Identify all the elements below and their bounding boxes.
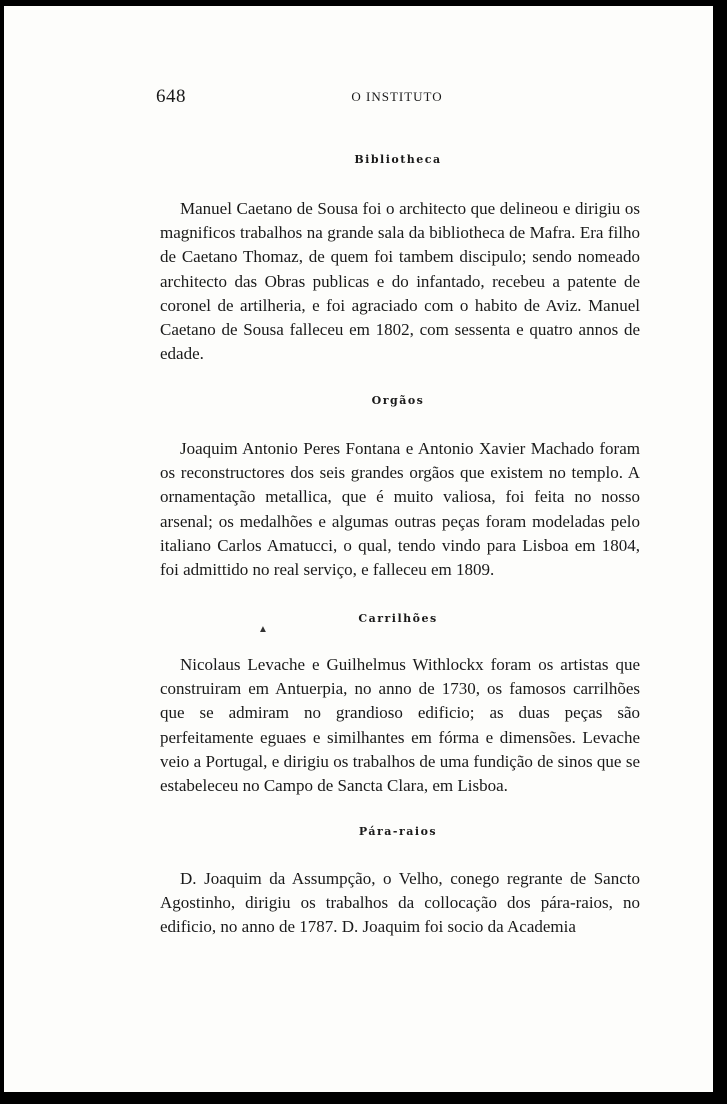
section-heading-para-raios: Pára-raios <box>358 825 438 838</box>
section-heading-orgaos: Orgãos <box>371 394 425 407</box>
stray-ink-mark: ▲ <box>258 624 268 635</box>
scan-border-right <box>713 0 727 1104</box>
running-title: O INSTITUTO <box>351 89 443 104</box>
scan-border-bottom <box>0 1092 727 1104</box>
page-number: 648 <box>156 86 186 107</box>
paragraph-para-raios: D. Joaquim da Assumpção, o Velho, conego regrante de Sancto Agostinho, dirigiu os trabalhos da collocação dos pára-raios, no edificio, no anno de 1787. D. Joaquim foi socio da Academia <box>160 869 640 937</box>
paragraph-orgaos: Joaquim Antonio Peres Fontana e Antonio Xavier Machado foram os reconstructores dos seis grandes orgãos que existem no templo. A ornamentação metallica, que é muito valiosa, foi feita no nosso arsenal; os medalhões e algumas outras peças foram modeladas pelo italiano Carlos Amatucci, o qual, tendo vindo para Lisboa em 1804, foi admittido no real serviço, e falleceu em 1809. <box>160 439 640 580</box>
section-heading-bibliotheca: Bibliotheca <box>354 153 442 166</box>
section-heading-carrilhoes: Carrilhões <box>358 612 438 625</box>
paragraph-carrilhoes: Nicolaus Levache e Guilhelmus Withlockx foram os artistas que construiram em Antuerpia, no anno de 1730, os famosos carrilhões que se admiram no grandioso edificio; as duas peças são perfeitamente eguaes e similhantes em fórma e dimensões. Levache veio a Portugal, e dirigiu os trabalhos de uma fundição de sinos que se estabeleceu no Campo de Sancta Clara, em Lisboa. <box>160 655 640 796</box>
scan-border-top <box>0 0 727 6</box>
scan-border-left <box>0 0 4 1104</box>
page-header <box>156 86 638 114</box>
paragraph-bibliotheca: Manuel Caetano de Sousa foi o architecto que delineou e dirigiu os magnificos trabalhos na grande sala da bibliotheca de Mafra. Era filho de Caetano Thomaz, de quem foi tambem discipulo; sendo nomeado architecto das Obras publicas e do infantado, recebeu a patente de coronel de artilheria, e foi agraciado com o habito de Aviz. Manuel Caetano de Sousa falleceu em 1802, com sessenta e quatro annos de edade. <box>160 199 640 364</box>
